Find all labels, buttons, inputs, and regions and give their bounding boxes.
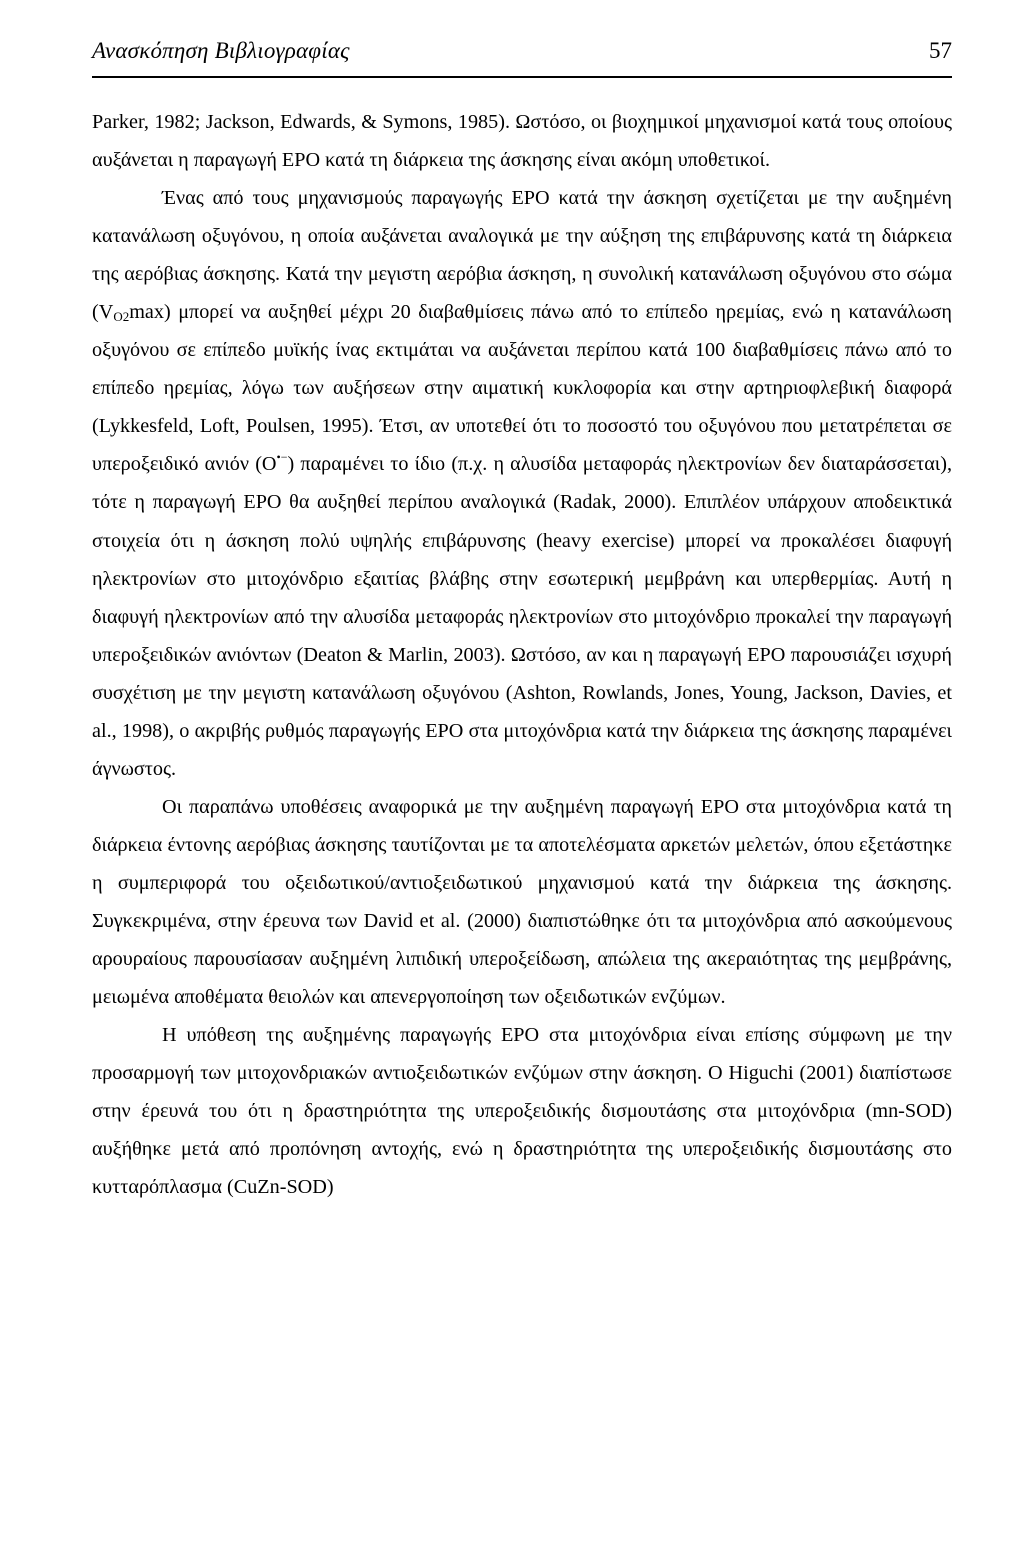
header-divider [92,76,952,78]
superoxide-superscript: •− [276,450,288,465]
paragraph-2-text-b: max) μπορεί να αυξηθεί μέχρι 20 διαβαθμίσεις πάνω από το επίπεδο ηρεμίας, ενώ η κατανάλωση οξυγόνου σε επίπεδο μυϊκής ίνας εκτιμάται να αυξάνεται περίπου κατά 100 διαβαθμίσεις πάνω από το επίπεδο ηρεμίας, λόγω των αυξήσεων στην αιματική κυκλοφορία και στην αρτηριοφλεβική διαφορά (Lykkesfeld, Loft, Poulsen, 1995). Έτσι, αν υποτεθεί ότι το ποσοστό του οξυγόνου που μετατρέπεται σε υπεροξειδικό ανιόν (O [92,301,952,476]
paragraph-3: Οι παραπάνω υποθέσεις αναφορικά με την αυξημένη παραγωγή ΕΡΟ στα μιτοχόνδρια κατά τη διάρκεια έντονης αερόβιας άσκησης ταυτίζονται με τα αποτελέσματα αρκετών μελετών, όπου εξετάστηκε η συμπεριφορά του οξειδωτικού/αντιοξειδωτικού μηχανισμού κατά την διάρκεια της άσκησης. Συγκεκριμένα, στην έρευνα των David et al. (2000) διαπιστώθηκε ότι τα μιτοχόνδρια από ασκούμενους αρουραίους παρουσίασαν αυξημένη λιπιδική υπεροξείδωση, απώλεια της ακεραιότητας της μεμβράνης, μειωμένα αποθέματα θειολών και απενεργοποίηση των οξειδωτικών ενζύμων. [92,795,952,1009]
running-header-title: Ανασκόπηση Βιβλιογραφίας [92,38,350,63]
vo2-subscript: O2 [113,309,130,325]
paragraph-2 [92,179,952,788]
running-header [92,38,952,72]
paragraph-2-text-c: ) παραμένει το ίδιο (π.χ. η αλυσίδα μεταφοράς ηλεκτρονίων δεν διαταράσσεται), τότε η παραγωγή ΕΡΟ θα αυξηθεί περίπου αναλογικά (Radak, 2000). Επιπλέον υπάρχουν αποδεικτικά στοιχεία ότι η άσκηση πολύ υψηλής επιβάρυνσης (heavy exercise) μπορεί να προκαλέσει διαφυγή ηλεκτρονίων στο μιτοχόνδριο εξαιτίας βλάβης στην εσωτερική μεμβράνη και υπερθερμίας. Αυτή η διαφυγή ηλεκτρονίων από την αλυσίδα μεταφοράς ηλεκτρονίων στο μιτοχόνδριο προκαλεί την παραγωγή υπεροξειδικών ανιόντων (Deaton & Marlin, 2003). Ωστόσο, αν και η παραγωγή ΕΡΟ παρουσιάζει ισχυρή συσχέτιση με την μεγιστη κατανάλωση οξυγόνου (Ashton, Rowlands, Jones, Young, Jackson, Davies, et al., 1998), ο ακριβής ρυθμός παραγωγής ΕΡΟ στα μιτοχόνδρια κατά την διάρκεια της άσκησης παραμένει άγνωστος. [92,453,952,780]
paragraph-2-text-a: Ένας από τους μηχανισμούς παραγωγής ΕΡΟ κατά την άσκηση σχετίζεται με την αυξημένη κατανάλωση οξυγόνου, η οποία αυξάνεται αναλογικά με την αύξηση της επιβάρυνσης κατά τη διάρκεια της αερόβιας άσκησης. Κατά την μεγιστη αερόβια άσκηση, η συνολική κατανάλωση οξυγόνου στο σώμα (V [92,187,952,324]
paragraph-1: Parker, 1982; Jackson, Edwards, & Symons, 1985). Ωστόσο, οι βιοχημικοί μηχανισμοί κατά τους οποίους αυξάνεται η παραγωγή ΕΡΟ κατά τη διάρκεια της άσκησης είναι ακόμη υποθετικοί. [92,111,952,172]
paragraph-4: Η υπόθεση της αυξημένης παραγωγής ΕΡΟ στα μιτοχόνδρια είναι επίσης σύμφωνη με την προσαρμογή των μιτοχονδριακών αντιοξειδωτικών ενζύμων στην άσκηση. Ο Higuchi (2001) διαπίστωσε στην έρευνά του ότι η δραστηριότητα της υπεροξειδικής δισμουτάσης στα μιτοχόνδρια (mn-SOD) αυξήθηκε μετά από προπόνηση αντοχής, ενώ η δραστηριότητα της υπεροξειδικής δισμουτάσης στο κυτταρόπλασμα (CuZn-SOD) [92,1024,952,1199]
page-number: 57 [929,38,952,63]
body-text [92,103,952,1206]
